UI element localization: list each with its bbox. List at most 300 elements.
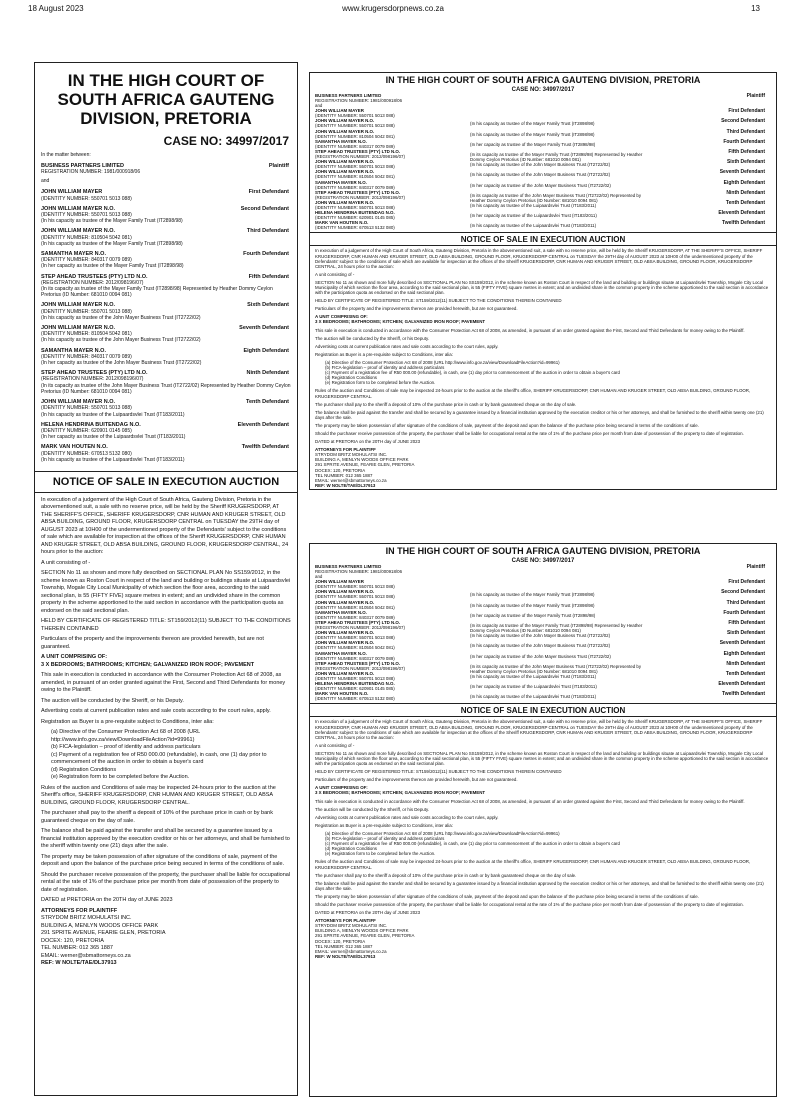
party-name: STEP AHEAD TRUSTEES (PTY) LTD N.O. bbox=[315, 189, 401, 195]
party-name: JOHN WILLIAM MAYER N.O. bbox=[41, 399, 116, 406]
party-capacity: (In his capacity as trustee of the Mayer Family Trust (IT2898/98) bbox=[470, 121, 595, 127]
court-heading: IN THE HIGH COURT OF SOUTH AFRICA GAUTENG DIVISION, PRETORIA bbox=[385, 546, 701, 556]
party-name: JOHN WILLIAM MAYER N.O. bbox=[315, 128, 375, 134]
party-role: Tenth Defendant bbox=[725, 199, 765, 206]
party-role: Fifth Defendant bbox=[248, 273, 289, 280]
attorney-line: EMAIL: werner@sbmattorneys.co.za bbox=[315, 948, 387, 954]
party-entry bbox=[315, 180, 771, 190]
condition-item: (d) Registration Conditions bbox=[325, 846, 377, 852]
party-entry bbox=[315, 630, 771, 640]
party-role: Third Defendant bbox=[726, 128, 765, 135]
condition-item: (b) FICA-legislation – proof of identity and address particulars bbox=[325, 836, 445, 842]
attorneys-heading: ATTORNEYS FOR PLAINTIFF bbox=[315, 918, 376, 924]
party-name: SAMANTHA MAYER N.O. bbox=[315, 650, 367, 656]
party-role: Fifth Defendant bbox=[728, 619, 765, 626]
party-capacity: (In his capacity as trustee of the John Mayer Business Trust (IT2722/02) bbox=[470, 162, 611, 168]
party-id: (IDENTITY NUMBER: 840317 0079 089) bbox=[315, 184, 395, 190]
attorney-line: BUILDING A, MENLYN WOODS OFFICE PARK bbox=[315, 457, 409, 463]
and-label: and bbox=[41, 178, 50, 185]
party-name: SAMANTHA MAYER N.O. bbox=[41, 251, 106, 258]
party-name: JOHN WILLIAM MAYER N.O. bbox=[315, 589, 375, 595]
party-name: HELENA HENDRINA BUITENDAG N.O. bbox=[41, 421, 141, 428]
page-number: 13 bbox=[751, 4, 760, 13]
party-capacity: (In its capacity as trustee of the Mayer Family Trust (IT2898/98) Represented by Heather Dommy Ceylon Pretorius (ID Number: 681010 0094 081) bbox=[41, 286, 273, 299]
body-particulars: Particulars of the property and the improvements thereon are provided herewith, but are not guaranteed. bbox=[315, 306, 518, 312]
party-name: JOHN WILLIAM MAYER N.O. bbox=[41, 205, 116, 212]
party-id: (IDENTITY NUMBER: 810504 5042 081) bbox=[315, 133, 395, 139]
party-name: JOHN WILLIAM MAYER bbox=[315, 579, 364, 585]
party-capacity: (In his capacity as trustee of the Luipaardsvlei Trust (IT183/2011) bbox=[470, 694, 597, 700]
party-role: Eleventh Defendant bbox=[718, 681, 765, 688]
party-capacity: (In his capacity as trustee of the John Mayer Business Trust (IT2722/02) bbox=[470, 643, 611, 649]
party-id: REGISTRATION NUMBER: 1981/000918/06 bbox=[41, 169, 141, 176]
body-section: SECTION No 11 as shown and more fully described on SECTIONAL PLAN No SS159/2012, in the scheme known as Roston Court in respect of the land and building or buildings situate at Luipaardsvlei Township, Mogale City Local Municipality of which section the floor area, according to the said sectional plan, is 55 (FIFTY FIVE) square metres in extent; and an undivided share in the common property in the scheme apportioned to the said section in accordance with the participation quota as endorsed on the said sectional plan. bbox=[41, 570, 291, 614]
party-capacity: (In its capacity as trustee of the John Mayer Business Trust (IT2722/02) Represented by Heather Dommy Ceylon Pretorius (ID Number: 681010 0094 081) bbox=[470, 192, 642, 203]
attorney-line: STRYDOM BRITZ MOHULATSI INC. bbox=[315, 452, 388, 458]
party-name: JOHN WILLIAM MAYER N.O. bbox=[315, 118, 375, 124]
body-reg: Registration as Buyer is a pre-requisite subject to Conditions, inter alia: bbox=[41, 718, 214, 725]
party-id: (IDENTITY NUMBER: 840317 0079 089) bbox=[315, 143, 395, 149]
body-sheriff: The auction will be conducted by the Sheriff, or his Deputy. bbox=[315, 806, 430, 812]
body-sheriff: The auction will be conducted by the Sheriff, or his Deputy. bbox=[41, 697, 184, 704]
party-entry bbox=[315, 129, 771, 139]
unit-comprising-detail: 3 X BEDROOMS; BATHROOMS; KITCHEN; GALVANIZED IRON ROOF; PAVEMENT bbox=[315, 319, 486, 325]
party-list bbox=[315, 564, 771, 701]
party-name: STEP AHEAD TRUSTEES (PTY) LTD N.O. bbox=[41, 273, 148, 280]
party-id: (IDENTITY NUMBER: 550701 5013 088) bbox=[315, 113, 395, 119]
party-entry bbox=[315, 93, 771, 103]
party-entry bbox=[315, 671, 771, 681]
party-entry bbox=[41, 206, 291, 225]
party-role: Seventh Defendant bbox=[719, 640, 765, 647]
party-name: STEP AHEAD TRUSTEES (PTY) LTD N.O. bbox=[315, 660, 401, 666]
party-capacity: (In her capacity as trustee of the Mayer Family Trust (IT2898/98) bbox=[470, 141, 596, 147]
party-name: SAMANTHA MAYER N.O. bbox=[315, 179, 367, 185]
party-capacity: (In its capacity as trustee of the Mayer Family Trust (IT2898/98) Represented by Heather Dommy Ceylon Pretorius (ID Number: 681010 0094 081) bbox=[470, 622, 643, 634]
party-id: (IDENTITY NUMBER: 620901 0145 085) bbox=[315, 215, 395, 221]
party-role: Sixth Defendant bbox=[247, 302, 289, 309]
party-capacity: (In her capacity as trustee of the John Mayer Business Trust (IT2722/02) bbox=[470, 182, 611, 188]
sale-title: NOTICE OF SALE IN EXECUTION AUCTION bbox=[460, 706, 626, 716]
attorney-line: STRYDOM BRITZ MOHULATSI INC. bbox=[41, 915, 132, 922]
reference: REF: W NOLTE/TAE/DL37913 bbox=[41, 960, 117, 967]
body-cpa: This sale in execution is conducted in accordance with the Consumer Protection Act 68 of 2008, as amended, in pursuant of an order granted against the First, Second and Third Defendants for money owing to the Plaintiff. bbox=[315, 798, 745, 804]
body-occupation: Should the purchaser receive possession of the property, the purchaser shall be liable for occupational rental at the rate of 1% of the purchase price per month from date of possession of the property to date of registration. bbox=[41, 871, 291, 893]
body-rules: Rules of the auction and Conditions of sale may be inspected 24-hours prior to the auction at the Sheriff's office, SHERIFF KRUGERSDORP, CNR HUMAN AND KRUGER STREET, OLD ABSA BUILDING, GROUND FLOOR, KRUGERSDORP CENTRAL. bbox=[315, 859, 751, 870]
unit-comprising-detail: 3 X BEDROOMS; BATHROOMS; KITCHEN; GALVANIZED IRON ROOF; PAVEMENT bbox=[41, 661, 255, 668]
party-id: (IDENTITY NUMBER: 810504 5042 081) bbox=[41, 234, 132, 241]
party-name: JOHN WILLIAM MAYER N.O. bbox=[41, 302, 116, 309]
condition-item: (e) Registration form to be completed before the Auction. bbox=[325, 380, 436, 386]
party-role: Eighth Defendant bbox=[723, 179, 765, 186]
party-capacity: (In his capacity as trustee of the Mayer Family Trust (IT2898/98) bbox=[470, 602, 595, 608]
party-id: (IDENTITY NUMBER: 670513 5132 080) bbox=[315, 696, 395, 702]
conditions-list bbox=[315, 360, 771, 385]
unit-comprising-heading: A UNIT COMPRISING OF: bbox=[41, 654, 108, 661]
party-role: Ninth Defendant bbox=[726, 660, 765, 667]
party-name: MARK VAN HOUTEN N.O. bbox=[315, 691, 369, 697]
body-para1: In execution of a judgement of the High Court of South Africa, Gauteng Division, Pretoria in the abovementioned suit, a sale with no reserve price, will be held by the Sheriff KRUGERSDORP, AT THE SHERIFF'S OFFICE, SHERIFF KRUGERSDORP, CNR HUMAN AND KRUGER STREET, OLD ABSA BUILDING, GROUND FLOOR, KRUGERSDORP CENTRAL on TUESDAY the 29TH day of AUGUST 2023 at 10H00 of the undermentioned property of the Defendants' subject to the conditions of sale which are available for inspection at the offices of the Sheriff KRUGERSDORP, CNR HUMAN AND KRUGER STREET, OLD ABSA BUILDING, GROUND FLOOR, KRUGERSDORP CENTRAL, 24 hours prior to the auction: bbox=[315, 248, 763, 269]
party-entry bbox=[41, 251, 291, 270]
party-role: Third Defendant bbox=[246, 228, 289, 235]
party-id: (IDENTITY NUMBER: 550701 5013 088) bbox=[315, 594, 395, 600]
party-name: JOHN WILLIAM MAYER N.O. bbox=[315, 199, 375, 205]
party-role: Plaintiff bbox=[746, 93, 765, 99]
party-id: (IDENTITY NUMBER: 550701 5013 088) bbox=[315, 675, 395, 681]
notice-right-bottom bbox=[309, 543, 777, 1097]
divider bbox=[310, 232, 776, 233]
divider bbox=[310, 703, 776, 704]
party-id: (REGISTRATION NUMBER: 2012/098196/07) bbox=[41, 376, 144, 383]
party-id: (IDENTITY NUMBER: 550701 5013 088) bbox=[315, 164, 395, 170]
party-role: Twelfth Defendant bbox=[722, 691, 765, 698]
divider bbox=[310, 245, 776, 246]
party-id: (IDENTITY NUMBER: 550701 5013 088) bbox=[315, 204, 395, 210]
party-capacity: (In his capacity as trustee of the Luipaardsvlei Trust (IT183/2011) bbox=[41, 411, 185, 418]
party-id: (IDENTITY NUMBER: 550701 5013 088) bbox=[41, 308, 132, 315]
party-role: Fourth Defendant bbox=[723, 609, 765, 616]
unit-comprising-heading: A UNIT COMPRISING OF: bbox=[315, 314, 368, 320]
party-entry bbox=[41, 228, 291, 247]
party-name: JOHN WILLIAM MAYER bbox=[41, 189, 103, 196]
party-id: (IDENTITY NUMBER: 670513 5132 080) bbox=[315, 225, 395, 231]
party-entry bbox=[315, 579, 771, 589]
body-dated: DATED at PRETORIA on the 20TH day of JUNE 2023 bbox=[315, 439, 421, 445]
condition-item: (c) Payment of a registration fee of R50 000.00 (refundable), in cash, one (1) day prior to commencement of the auction in order to obtain a buyer's card bbox=[325, 841, 620, 847]
body-possession: The property may be taken possession of after signature of the conditions of sale, payment of the deposit and upon the balance of the purchase price being secured in terms of the conditions of sale. bbox=[315, 893, 699, 899]
party-id: (REGISTRATION NUMBER: 2012/098196/07) bbox=[315, 625, 405, 631]
conditions-list bbox=[41, 729, 291, 782]
party-entry bbox=[315, 108, 771, 118]
body-balance: The balance shall be paid against the transfer and shall be secured by a guarantee issued by a financial institution approved by the execution creditor or his or her attorneys, and shall be furnished to the sheriff within twenty one (21) days after the sale. bbox=[315, 409, 764, 420]
party-capacity: (In his capacity as trustee of the Luipaardsvlei Trust (IT183/2011) bbox=[470, 223, 597, 229]
notice-left bbox=[34, 62, 298, 1096]
party-entry bbox=[41, 189, 291, 201]
condition-item: (a) Directive of the Consumer Protection Act 68 of 2008 (URL http://www.info.gov.za/view/DownloadFileAction?id=99961) bbox=[325, 359, 560, 365]
attorney-line: 291 SPRITE AVENUE, FEARIE GLEN, PRETORIA bbox=[41, 930, 166, 937]
party-id: (IDENTITY NUMBER: 550701 5013 088) bbox=[41, 405, 132, 412]
party-capacity: (In his capacity as trustee of the Mayer Family Trust (IT2898/98) bbox=[41, 240, 183, 247]
party-id: (IDENTITY NUMBER: 620901 0145 085) bbox=[315, 686, 395, 692]
party-entry bbox=[41, 302, 291, 321]
party-id: (IDENTITY NUMBER: 810504 5042 081) bbox=[315, 174, 395, 180]
page-header bbox=[0, 0, 786, 22]
body-particulars: Particulars of the property and the improvements thereon are provided herewith, but are not guaranteed. bbox=[41, 636, 264, 650]
body-held: HELD BY CERTIFICATE OF REGISTERED TITLE: ST159/2012(11) SUBJECT TO THE CONDITIONS THEREIN CONTAINED bbox=[315, 298, 562, 304]
party-id: (REGISTRATION NUMBER: 2012/098196/07) bbox=[315, 665, 405, 671]
party-capacity: (In its capacity as trustee of the John Mayer Business Trust (IT2722/02) Represented by Heather Dommy Ceylon Pretorius (ID Number: 681010 0094 081) bbox=[41, 382, 291, 395]
and-label: and bbox=[315, 574, 323, 580]
body-advert: Advertising costs at current publication rates and sale costs according to the court rules, apply. bbox=[315, 343, 499, 349]
party-name: JOHN WILLIAM MAYER bbox=[315, 108, 364, 114]
party-id: (IDENTITY NUMBER: 840317 0079 089) bbox=[41, 257, 132, 264]
body-occupation: Should the purchaser receive possession of the property, the purchaser shall be liable for occupational rental at the rate of 1% of the purchase price per month from date of possession of the property to date of registration. bbox=[315, 901, 744, 907]
party-role: Sixth Defendant bbox=[726, 159, 765, 166]
party-role: Eighth Defendant bbox=[723, 650, 765, 657]
body-advert: Advertising costs at current publication rates and sale costs according to the court rules, apply. bbox=[41, 708, 271, 715]
unit-comprising-detail: 3 X BEDROOMS; BATHROOMS; KITCHEN; GALVANIZED IRON ROOF; PAVEMENT bbox=[315, 790, 486, 796]
party-capacity: (In her capacity as trustee of the Luipaardsvlei Trust (IT183/2011) bbox=[470, 213, 597, 219]
case-number: CASE NO: 34997/2017 bbox=[163, 134, 289, 148]
unit-comprising bbox=[41, 654, 291, 669]
party-entry bbox=[315, 210, 771, 220]
body-unit: A unit consisting of - bbox=[315, 742, 355, 748]
condition-item: (a) Directive of the Consumer Protection Act 68 of 2008 (URL http://www.info.gov.za/view/DownloadFileAction?id=99961) bbox=[51, 729, 200, 743]
party-id: (IDENTITY NUMBER: 550701 5013 088) bbox=[41, 195, 132, 202]
body-dated: DATED at PRETORIA on the 20TH day of JUNE 2023 bbox=[41, 897, 173, 904]
party-capacity: (In its capacity as trustee of the John Mayer Business Trust (IT2722/02) Represented by Heather Dommy Ceylon Pretorius (ID Number: 681010 0094 081) bbox=[470, 663, 642, 674]
party-name: JOHN WILLIAM MAYER N.O. bbox=[41, 325, 116, 332]
condition-item: (b) FICA-legislation – proof of identity and address particulars bbox=[51, 744, 201, 751]
divider bbox=[310, 716, 776, 717]
in-matter: In the matter between: bbox=[41, 152, 91, 158]
unit-comprising bbox=[315, 314, 771, 324]
party-role: Twelfth Defendant bbox=[722, 220, 765, 227]
body-para1: In execution of a judgement of the High Court of South Africa, Gauteng Division, Pretoria in the abovementioned suit, a sale with no reserve price, will be held by the Sheriff KRUGERSDORP, AT THE SHERIFF'S OFFICE, SHERIFF KRUGERSDORP, CNR HUMAN AND KRUGER STREET, OLD ABSA BUILDING, GROUND FLOOR, KRUGERSDORP CENTRAL on TUESDAY the 29TH day of AUGUST 2023 at 10H00 of the undermentioned property of the Defendants' subject to the conditions of sale which are available for inspection at the offices of the Sheriff KRUGERSDORP, CNR HUMAN AND KRUGER STREET, OLD ABSA BUILDING, GROUND FLOOR, KRUGERSDORP CENTRAL, 24 hours prior to the auction: bbox=[315, 719, 763, 740]
body-para1: In execution of a judgement of the High Court of South Africa, Gauteng Division, Pretoria in the abovementioned suit, a sale with no reserve price, will be held by the Sheriff KRUGERSDORP, AT THE SHERIFF'S OFFICE, SHERIFF KRUGERSDORP, CNR HUMAN AND KRUGER STREET, OLD ABSA BUILDING, GROUND FLOOR, KRUGERSDORP CENTRAL on TUESDAY the 29TH day of AUGUST 2023 at 10H00 of the undermentioned property of the Defendants' subject to the conditions of sale which are available for inspection at the offices of the Sheriff KRUGERSDORP, CNR HUMAN AND KRUGER STREET, OLD ABSA BUILDING, GROUND FLOOR, KRUGERSDORP CENTRAL, 24 hours prior to the auction: bbox=[41, 496, 289, 556]
party-name: JOHN WILLIAM MAYER N.O. bbox=[315, 159, 375, 165]
body-deposit: The purchaser shall pay to the sheriff a deposit of 10% of the purchase price in cash or by bank guaranteed cheque on the day of sale. bbox=[315, 401, 577, 407]
body-rules: Rules of the auction and Conditions of sale may be inspected 24-hours prior to the auction at the Sheriff's office, SHERIFF KRUGERSDORP, CNR HUMAN AND KRUGER STREET, OLD ABSA BUILDING, GROUND FLOOR, KRUGERSDORP CENTRAL. bbox=[315, 388, 751, 399]
condition-item: (b) FICA-legislation – proof of identity and address particulars bbox=[325, 365, 445, 371]
party-id: (IDENTITY NUMBER: 840317 0079 089) bbox=[315, 614, 395, 620]
body-held: HELD BY CERTIFICATE OF REGISTERED TITLE: ST159/2012(11) SUBJECT TO THE CONDITIONS THEREIN CONTAINED bbox=[41, 618, 291, 632]
sale-body bbox=[41, 497, 291, 968]
party-role: Ninth Defendant bbox=[726, 189, 765, 196]
divider bbox=[35, 492, 297, 493]
body-balance: The balance shall be paid against the transfer and shall be secured by a guarantee issued by a financial institution approved by the execution creditor or his or her attorneys, and shall be furnished to the sheriff within twenty one (21) days after the sale. bbox=[315, 880, 764, 891]
party-name: HELENA HENDRINA BUITENDAG N.O. bbox=[315, 681, 395, 687]
condition-item: (e) Registration form to be completed before the Auction. bbox=[325, 851, 436, 857]
party-name: JOHN WILLIAM MAYER N.O. bbox=[315, 169, 375, 175]
party-entry bbox=[41, 274, 291, 299]
party-name: JOHN WILLIAM MAYER N.O. bbox=[41, 228, 116, 235]
party-id: (REGISTRATION NUMBER: 2012/098196/07) bbox=[315, 154, 405, 160]
notice-right-top bbox=[309, 72, 777, 490]
attorney-line: 291 SPRITE AVENUE, FEARIE GLEN, PRETORIA bbox=[315, 933, 415, 939]
case-number: CASE NO: 34997/2017 bbox=[511, 558, 575, 564]
body-cpa: This sale in execution is conducted in accordance with the Consumer Protection Act 68 of 2008, as amended, in pursuant of an order granted against the First, Second and Third Defendants for money owing to the Plaintiff. bbox=[315, 327, 745, 333]
attorney-line: DOCEX: 120, PRETORIA bbox=[315, 938, 366, 944]
body-particulars: Particulars of the property and the improvements thereon are provided herewith, but are not guaranteed. bbox=[315, 777, 518, 783]
party-role: Fourth Defendant bbox=[723, 138, 765, 145]
party-role: Plaintiff bbox=[746, 564, 765, 570]
body-cpa: This sale in execution is conducted in accordance with the Consumer Protection Act 68 of 2008, as amended, in pursuant of an order granted against the First, Second and Third Defendants for money owing to the Plaintiff. bbox=[41, 672, 286, 694]
condition-item: (d) Registration Conditions bbox=[51, 766, 117, 773]
unit-comprising-heading: A UNIT COMPRISING OF: bbox=[315, 785, 368, 791]
attorney-line: TEL NUMBER: 012 365 1887 bbox=[41, 945, 113, 952]
body-reg: Registration as Buyer is a pre-requisite subject to Conditions, inter alia: bbox=[315, 351, 453, 357]
party-entry bbox=[315, 651, 771, 661]
party-role: First Defendant bbox=[728, 579, 765, 586]
attorney-line: EMAIL: werner@sbmattorneys.co.za bbox=[41, 952, 131, 959]
court-heading: IN THE HIGH COURT OF SOUTH AFRICA GAUTENG DIVISION, PRETORIA bbox=[57, 71, 275, 128]
party-name: JOHN WILLIAM MAYER N.O. bbox=[315, 640, 375, 646]
sale-title: NOTICE OF SALE IN EXECUTION AUCTION bbox=[52, 475, 280, 488]
party-name: JOHN WILLIAM MAYER N.O. bbox=[315, 670, 375, 676]
party-id: (IDENTITY NUMBER: 550701 5013 088) bbox=[315, 584, 395, 590]
and-label: and bbox=[315, 103, 323, 109]
party-entry bbox=[315, 200, 771, 210]
party-entry bbox=[315, 564, 771, 574]
party-name: MARK VAN HOUTEN N.O. bbox=[41, 444, 108, 451]
attorney-line: DOCEX: 120, PRETORIA bbox=[41, 937, 104, 944]
party-capacity: (In his capacity as trustee of the John Mayer Business Trust (IT2722/02) bbox=[41, 314, 201, 321]
case-number: CASE NO: 34997/2017 bbox=[511, 87, 575, 93]
party-entry bbox=[315, 600, 771, 610]
party-id: (IDENTITY NUMBER: 550701 5013 088) bbox=[315, 635, 395, 641]
body-possession: The property may be taken possession of after signature of the conditions of sale, payment of the deposit and upon the balance of the purchase price being secured in terms of the conditions of sale. bbox=[41, 853, 285, 868]
body-balance: The balance shall be paid against the transfer and shall be secured by a guarantee issued by a financial institution approved by the execution creditor or his or her attorneys, and shall be furnished to the sheriff within twenty one (21) days after the sale. bbox=[41, 828, 290, 850]
body-sheriff: The auction will be conducted by the Sheriff, or his Deputy. bbox=[315, 335, 430, 341]
party-role: Seventh Defendant bbox=[239, 325, 289, 332]
party-entry bbox=[315, 118, 771, 128]
party-entry bbox=[315, 691, 771, 701]
party-role: Second Defendant bbox=[240, 205, 289, 212]
party-role: Plaintiff bbox=[268, 163, 289, 169]
party-entry bbox=[315, 139, 771, 149]
condition-item: (e) Registration form to be completed before the Auction. bbox=[51, 774, 190, 781]
party-entry bbox=[41, 163, 291, 175]
court-heading: IN THE HIGH COURT OF SOUTH AFRICA GAUTENG DIVISION, PRETORIA bbox=[385, 75, 701, 85]
party-role: Ninth Defendant bbox=[246, 370, 289, 377]
party-name: BUSINESS PARTNERS LIMITED bbox=[315, 93, 382, 98]
party-role: Tenth Defendant bbox=[246, 399, 289, 406]
party-role: Fourth Defendant bbox=[243, 251, 289, 258]
party-role: Twelfth Defendant bbox=[241, 444, 289, 451]
party-id: (IDENTITY NUMBER: 810504 5042 081) bbox=[315, 645, 395, 651]
attorney-line: DOCEX: 120, PRETORIA bbox=[315, 467, 366, 473]
site-url[interactable]: www.krugersdorpnews.co.za bbox=[342, 4, 444, 13]
party-capacity: (In its capacity as trustee of the Mayer Family Trust (IT2898/98) Represented by Heather Dommy Ceylon Pretorius (ID Number: 681010 0094 081) bbox=[470, 151, 643, 163]
party-name: STEP AHEAD TRUSTEES (PTY) LTD N.O. bbox=[41, 370, 148, 377]
party-entry bbox=[41, 370, 291, 395]
party-capacity: (In her capacity as trustee of the Mayer Family Trust (IT2898/98) bbox=[470, 612, 596, 618]
party-entry bbox=[315, 159, 771, 169]
body-possession: The property may be taken possession of after signature of the conditions of sale, payment of the deposit and upon the balance of the purchase price being secured in terms of the conditions of sale. bbox=[315, 422, 699, 428]
condition-item: (d) Registration Conditions bbox=[325, 375, 377, 381]
party-name: HELENA HENDRINA BUITENDAG N.O. bbox=[315, 210, 395, 216]
party-role: First Defendant bbox=[248, 189, 289, 196]
party-capacity: (In his capacity as trustee of the Luipaardsvlei Trust (IT183/2011) bbox=[470, 202, 597, 208]
party-role: Second Defendant bbox=[721, 118, 765, 125]
attorneys-heading: ATTORNEYS FOR PLAINTIFF bbox=[41, 907, 118, 914]
party-role: Tenth Defendant bbox=[725, 670, 765, 677]
body-advert: Advertising costs at current publication rates and sale costs according to the court rules, apply. bbox=[315, 814, 499, 820]
party-capacity: (In his capacity as trustee of the John Mayer Business Trust (IT2722/02) bbox=[470, 172, 611, 178]
party-role: Eleventh Defendant bbox=[718, 210, 765, 217]
party-entry bbox=[315, 169, 771, 179]
party-entry bbox=[315, 610, 771, 620]
party-role: Sixth Defendant bbox=[726, 630, 765, 637]
reference: REF: W NOLTE/TAE/DL37913 bbox=[315, 482, 376, 488]
party-id: (IDENTITY NUMBER: 840317 0079 089) bbox=[41, 353, 132, 360]
party-entry bbox=[41, 422, 291, 441]
condition-item: (c) Payment of a registration fee of R50 000.00 (refundable), in cash, one (1) day prior to commencement of the auction in order to obtain a buyer's card bbox=[325, 370, 620, 376]
reference: REF: W NOLTE/TAE/DL37913 bbox=[315, 953, 376, 959]
party-id: REGISTRATION NUMBER: 1981/000918/06 bbox=[315, 98, 403, 104]
unit-comprising bbox=[315, 785, 771, 795]
attorneys-heading: ATTORNEYS FOR PLAINTIFF bbox=[315, 447, 376, 453]
party-name: BUSINESS PARTNERS LIMITED bbox=[315, 564, 382, 569]
party-entry bbox=[315, 220, 771, 230]
party-name: SAMANTHA MAYER N.O. bbox=[315, 138, 367, 144]
party-id: (IDENTITY NUMBER: 810504 5042 081) bbox=[315, 604, 395, 610]
issue-date: 18 August 2023 bbox=[28, 4, 84, 13]
body-dated: DATED at PRETORIA on the 20TH day of JUNE 2023 bbox=[315, 910, 421, 916]
party-entry bbox=[315, 640, 771, 650]
party-capacity: (In her capacity as trustee of the John Mayer Business Trust (IT2722/02) bbox=[41, 360, 202, 367]
party-role: Eleventh Defendant bbox=[237, 421, 289, 428]
party-capacity: (In his capacity as trustee of the Luipaardsvlei Trust (IT183/2011) bbox=[470, 673, 597, 679]
party-id: (IDENTITY NUMBER: 550701 5013 088) bbox=[41, 212, 132, 219]
party-name: STEP AHEAD TRUSTEES (PTY) LTD N.O. bbox=[315, 619, 401, 625]
body-deposit: The purchaser shall pay to the sheriff a deposit of 10% of the purchase price in cash or by bank guaranteed cheque on the day of sale. bbox=[41, 810, 273, 824]
party-name: MARK VAN HOUTEN N.O. bbox=[315, 220, 369, 226]
body-section: SECTION No 11 as shown and more fully described on SECTIONAL PLAN No SS159/2012, in the scheme known as Roston Court in respect of the land and building or buildings situate at Luipaardsvlei Township, Mogale City Local Municipality of which section the floor area, according to the said sectional plan, is 55 (FIFTY FIVE) square metres in extent; and an undivided share in the common property in the scheme apportioned to the said section in accordance with the participation quota as endorsed on the said sectional plan. bbox=[315, 279, 769, 296]
party-capacity: (In his capacity as trustee of the John Mayer Business Trust (IT2722/02) bbox=[470, 633, 611, 639]
party-id: (IDENTITY NUMBER: 550701 5013 088) bbox=[315, 123, 395, 129]
body-deposit: The purchaser shall pay to the sheriff a deposit of 10% of the purchase price in cash or by bank guaranteed cheque on the day of sale. bbox=[315, 872, 577, 878]
party-role: Second Defendant bbox=[721, 589, 765, 596]
conditions-list bbox=[315, 831, 771, 856]
party-entry bbox=[41, 399, 291, 418]
sale-body bbox=[315, 248, 771, 487]
attorney-line: STRYDOM BRITZ MOHULATSI INC. bbox=[315, 923, 388, 929]
condition-item: (c) Payment of a registration fee of R50 000.00 (refundable), in cash, one (1) day prior to commencement of the auction in order to obtain a buyer's card bbox=[51, 751, 267, 766]
party-id: (IDENTITY NUMBER: 810504 5042 081) bbox=[41, 331, 132, 338]
party-id: (IDENTITY NUMBER: 840317 0079 089) bbox=[315, 655, 395, 661]
party-id: (REGISTRATION NUMBER: 2012/098196/07) bbox=[315, 194, 405, 200]
attorney-line: 291 SPRITE AVENUE, FEARIE GLEN, PRETORIA bbox=[315, 462, 415, 468]
party-capacity: (In her capacity as trustee of the Luipaardsvlei Trust (IT183/2011) bbox=[470, 684, 597, 690]
party-entry bbox=[41, 444, 291, 463]
party-role: Fifth Defendant bbox=[728, 148, 765, 155]
party-list bbox=[315, 93, 771, 230]
body-held: HELD BY CERTIFICATE OF REGISTERED TITLE: ST159/2012(11) SUBJECT TO THE CONDITIONS THEREIN CONTAINED bbox=[315, 769, 562, 775]
condition-item: (a) Directive of the Consumer Protection Act 68 of 2008 (URL http://www.info.gov.za/view/DownloadFileAction?id=99961) bbox=[325, 830, 560, 836]
party-id: (IDENTITY NUMBER: 620901 0145 085) bbox=[41, 427, 132, 434]
party-name: JOHN WILLIAM MAYER N.O. bbox=[315, 599, 375, 605]
party-name: BUSINESS PARTNERS LIMITED bbox=[41, 163, 125, 169]
party-entry bbox=[315, 681, 771, 691]
party-capacity: (In her capacity as trustee of the Luipaardsvlei Trust (IT183/2011) bbox=[41, 434, 186, 441]
party-capacity: (In his capacity as trustee of the John Mayer Business Trust (IT2722/02) bbox=[41, 337, 201, 344]
party-capacity: (In his capacity as trustee of the Mayer Family Trust (IT2898/98) bbox=[41, 218, 183, 225]
divider bbox=[35, 471, 297, 472]
party-id: (REGISTRATION NUMBER: 2012/098196/07) bbox=[41, 279, 144, 286]
body-unit: A unit consisting of - bbox=[315, 271, 355, 277]
party-role: Eighth Defendant bbox=[243, 347, 289, 354]
party-id: REGISTRATION NUMBER: 1981/000918/06 bbox=[315, 569, 403, 575]
party-name: STEP AHEAD TRUSTEES (PTY) LTD N.O. bbox=[315, 148, 401, 154]
party-id: (IDENTITY NUMBER: 670513 5132 080) bbox=[41, 450, 132, 457]
party-capacity: (In his capacity as trustee of the Mayer Family Trust (IT2898/98) bbox=[470, 592, 595, 598]
party-entry bbox=[41, 348, 291, 367]
sale-title: NOTICE OF SALE IN EXECUTION AUCTION bbox=[460, 235, 626, 245]
party-role: Third Defendant bbox=[726, 599, 765, 606]
attorney-line: BUILDING A, MENLYN WOODS OFFICE PARK bbox=[41, 922, 159, 929]
party-capacity: (In her capacity as trustee of the Mayer Family Trust (IT2898/98) bbox=[41, 263, 184, 270]
attorney-line: BUILDING A, MENLYN WOODS OFFICE PARK bbox=[315, 928, 409, 934]
body-occupation: Should the purchaser receive possession of the property, the purchaser shall be liable for occupational rental at the rate of 1% of the purchase price per month from date of possession of the property to date of registration. bbox=[315, 430, 744, 436]
party-role: Seventh Defendant bbox=[719, 169, 765, 176]
body-unit: A unit consisting of - bbox=[41, 559, 91, 566]
party-list bbox=[41, 163, 291, 463]
party-capacity: (In his capacity as trustee of the Mayer Family Trust (IT2898/98) bbox=[470, 131, 595, 137]
body-section: SECTION No 11 as shown and more fully described on SECTIONAL PLAN No SS159/2012, in the scheme known as Roston Court in respect of the land and building or buildings situate at Luipaardsvlei Township, Mogale City Local Municipality of which section the floor area, according to the said sectional plan, is 55 (FIFTY FIVE) square metres in extent; and an undivided share in the common property in the scheme apportioned to the said section in accordance with the participation quota as endorsed on the said sectional plan. bbox=[315, 750, 769, 767]
attorney-line: EMAIL: werner@sbmattorneys.co.za bbox=[315, 477, 387, 483]
